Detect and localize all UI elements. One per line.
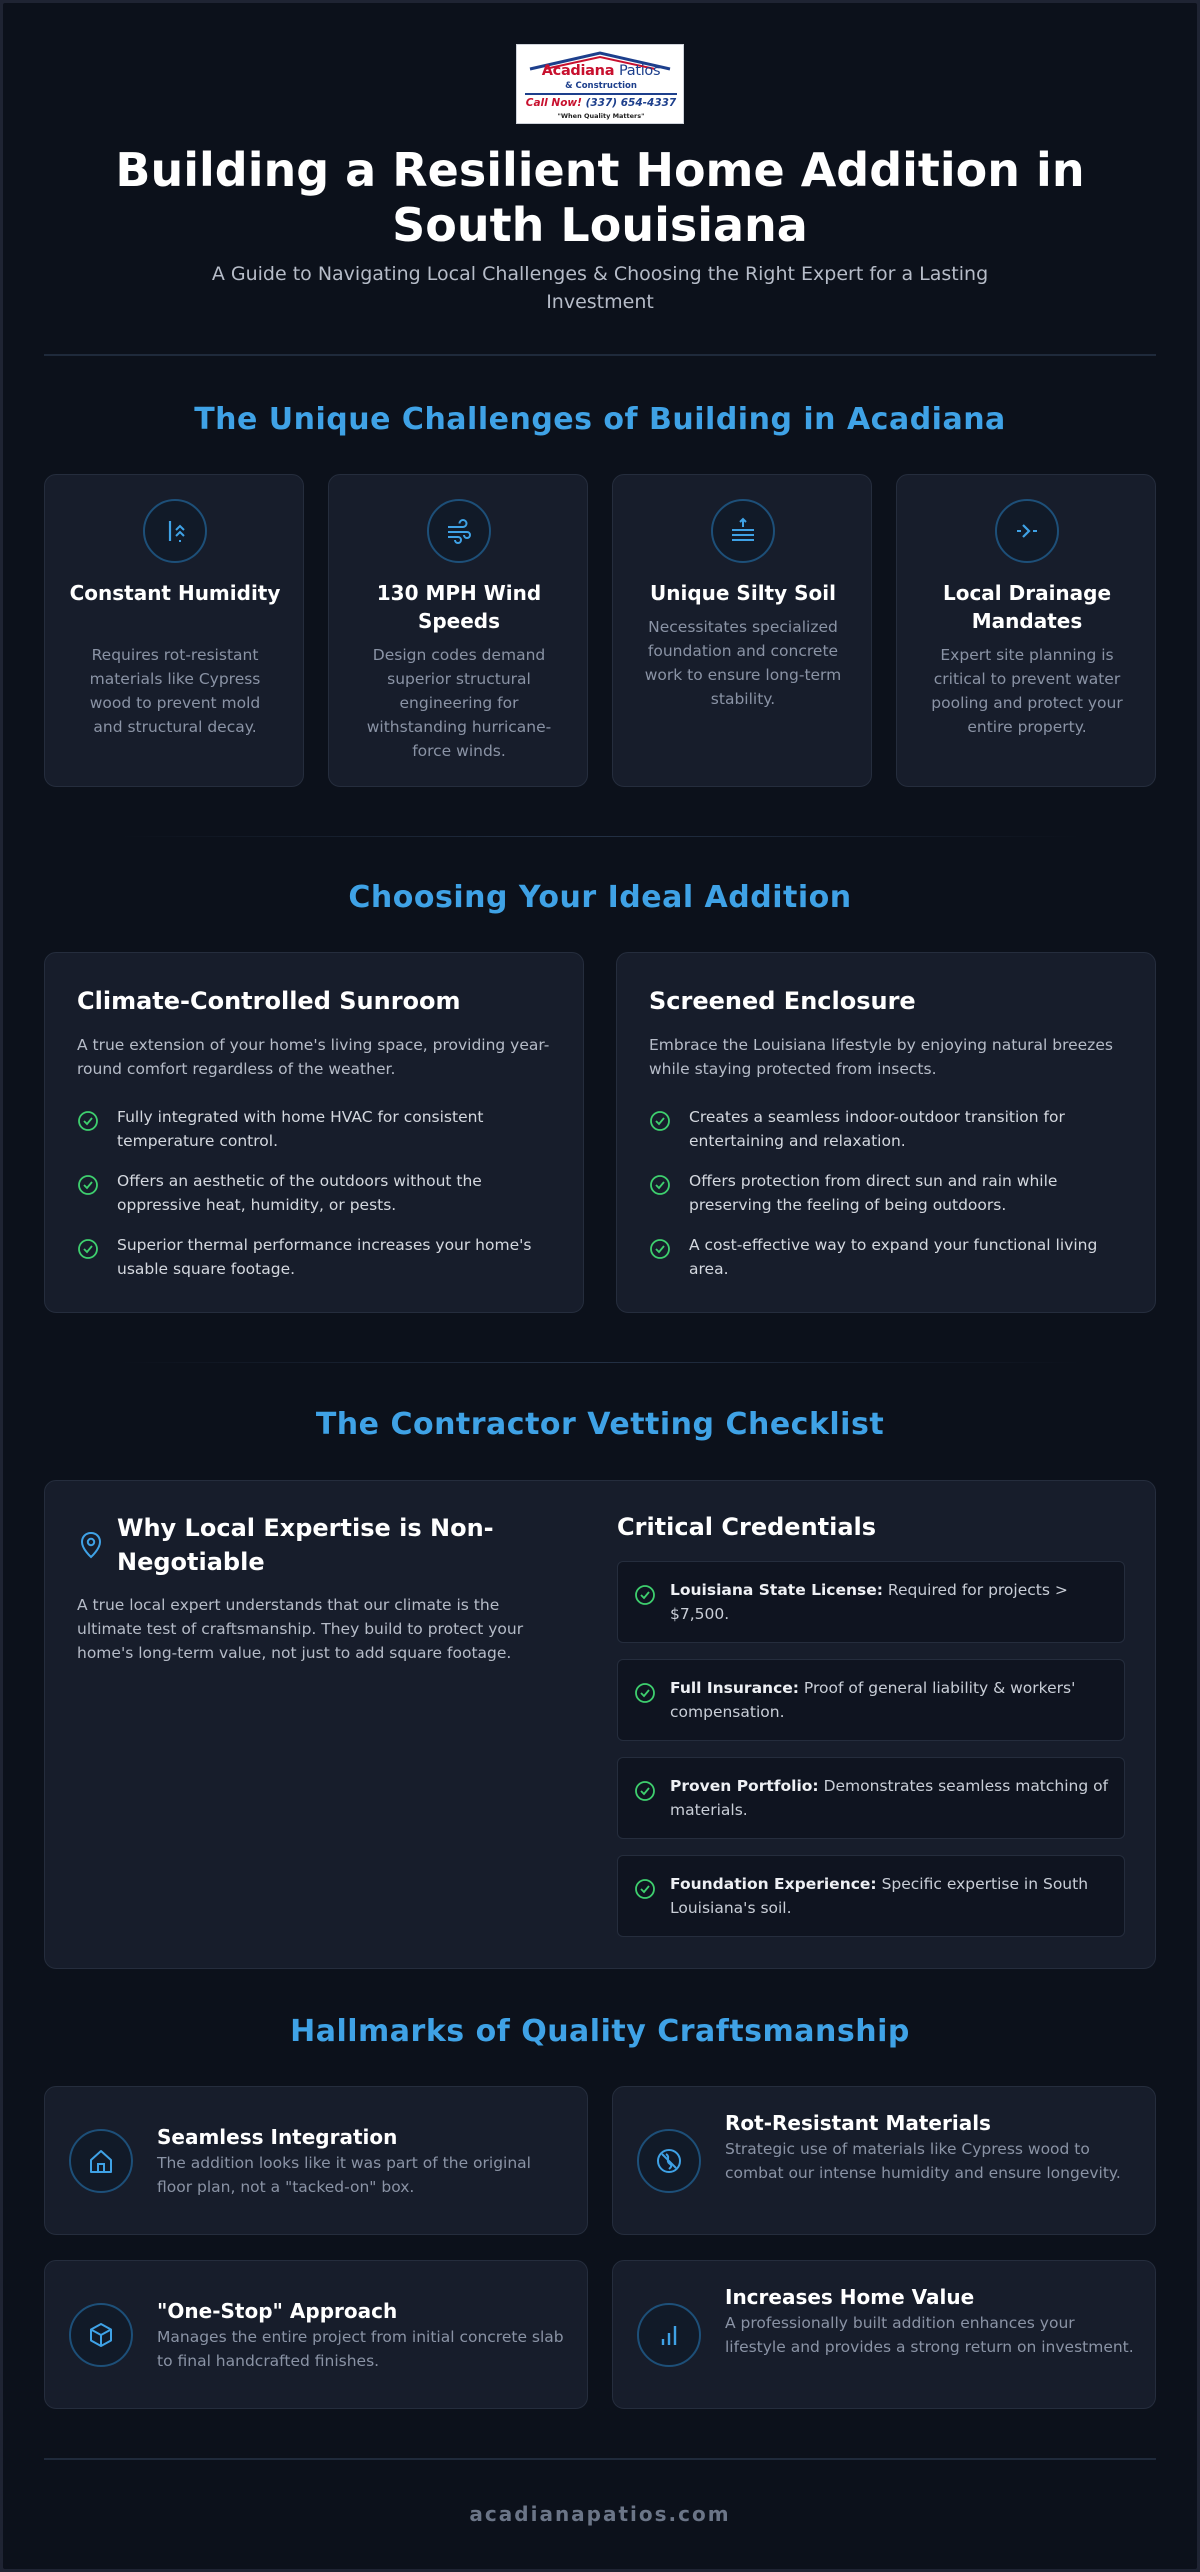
check-circle-icon xyxy=(77,1174,99,1196)
credentials-title: Critical Credentials xyxy=(617,1513,877,1541)
challenge-title: 130 MPH Wind Speeds xyxy=(376,581,542,633)
hallmark-desc: Strategic use of materials like Cypress wood to combat our intense humidity and ensure longevity. xyxy=(725,2140,1121,2182)
logo-call-label: Call Now! xyxy=(525,97,582,109)
addition-bullet: Fully integrated with home HVAC for consistent temperature control. xyxy=(117,1108,484,1150)
credential-item xyxy=(617,1561,1125,1643)
hallmark-title: Increases Home Value xyxy=(725,2285,975,2309)
check-circle-icon xyxy=(634,1780,656,1802)
credential-label: Full Insurance: xyxy=(670,1679,799,1697)
bar-chart-icon xyxy=(637,2303,701,2367)
logo-brand-line2: & Construction xyxy=(565,81,637,91)
hallmark-card-one-stop xyxy=(44,2260,588,2409)
check-circle-icon xyxy=(634,1878,656,1900)
map-pin-icon xyxy=(79,1531,103,1559)
logo-rule xyxy=(525,93,677,95)
why-local-desc: A true local expert understands that our climate is the ultimate test of craftsmanship. They build to protect your home's long-term value, not just to add square footage. xyxy=(77,1596,524,1662)
footer-site-link[interactable]: acadianapatios.com xyxy=(469,2502,731,2526)
addition-desc: A true extension of your home's living space, providing year-round comfort regardless of the weather. xyxy=(77,1036,550,1078)
addition-bullet: A cost-effective way to expand your functional living area. xyxy=(689,1236,1098,1278)
check-circle-icon xyxy=(77,1110,99,1132)
hallmark-title: Seamless Integration xyxy=(157,2125,398,2149)
check-circle-icon xyxy=(77,1238,99,1260)
logo-brand xyxy=(519,63,683,79)
hallmarks-heading: Hallmarks of Quality Craftsmanship xyxy=(290,2014,910,2049)
section-divider xyxy=(120,1362,1080,1363)
challenge-title: Local Drainage Mandates xyxy=(942,581,1112,633)
hallmark-card-value xyxy=(612,2260,1156,2409)
challenge-desc: Expert site planning is critical to prevent water pooling and protect your entire property. xyxy=(931,646,1123,736)
challenge-card-drainage xyxy=(896,474,1156,787)
check-circle-icon xyxy=(634,1682,656,1704)
addition-desc: Embrace the Louisiana lifestyle by enjoying natural breezes while staying protected from insects. xyxy=(649,1036,1113,1078)
addition-bullet: Offers an aesthetic of the outdoors without the oppressive heat, humidity, or pests. xyxy=(117,1172,482,1214)
hallmark-desc: Manages the entire project from initial concrete slab to final handcrafted finishes. xyxy=(157,2328,564,2370)
hallmark-desc: A professionally built addition enhances your lifestyle and provides a strong return on investment. xyxy=(725,2314,1134,2356)
challenge-desc: Requires rot-resistant materials like Cypress wood to prevent mold and structural decay. xyxy=(89,646,261,736)
additions-heading: Choosing Your Ideal Addition xyxy=(348,880,852,915)
humidity-icon xyxy=(143,499,207,563)
addition-bullet: Offers protection from direct sun and rain while preserving the feeling of being outdoors. xyxy=(689,1172,1058,1214)
logo-tagline: "When Quality Matters" xyxy=(557,112,645,120)
wind-icon xyxy=(427,499,491,563)
credential-detail: Demonstrates seamless matching of materials. xyxy=(670,1777,1109,1819)
footer-divider xyxy=(44,2458,1156,2460)
addition-title: Screened Enclosure xyxy=(649,987,916,1015)
addition-title: Climate-Controlled Sunroom xyxy=(77,987,461,1015)
credential-text xyxy=(670,1774,1110,1822)
challenges-heading: The Unique Challenges of Building in Acadiana xyxy=(194,402,1006,437)
section-divider xyxy=(120,836,1080,837)
credential-text xyxy=(670,1578,1110,1626)
company-logo[interactable] xyxy=(516,44,684,124)
logo-phone: (337) 654-4337 xyxy=(585,97,677,109)
shield-no-rot-icon xyxy=(637,2129,701,2193)
challenge-card-wind xyxy=(328,474,588,787)
box-icon xyxy=(69,2303,133,2367)
credential-detail: Proof of general liability & workers' compensation. xyxy=(670,1679,1076,1721)
hallmark-title: Rot-Resistant Materials xyxy=(725,2111,991,2135)
credential-label: Proven Portfolio: xyxy=(670,1777,819,1795)
challenge-title: Constant Humidity xyxy=(69,581,281,605)
credential-detail: Required for projects > $7,500. xyxy=(670,1581,1068,1623)
drainage-arrow-icon xyxy=(995,499,1059,563)
challenge-desc: Design codes demand superior structural engineering for withstanding hurricane-force winds. xyxy=(366,646,552,760)
challenge-card-soil xyxy=(612,474,872,787)
credential-label: Foundation Experience: xyxy=(670,1875,877,1893)
checklist-card xyxy=(44,1480,1156,1969)
hallmark-card-integration xyxy=(44,2086,588,2235)
credential-item xyxy=(617,1659,1125,1741)
credential-label: Louisiana State License: xyxy=(670,1581,883,1599)
soil-layers-icon xyxy=(711,499,775,563)
addition-card-screened xyxy=(616,952,1156,1313)
addition-bullet: Creates a seamless indoor-outdoor transition for entertaining and relaxation. xyxy=(689,1108,1065,1150)
challenge-desc: Necessitates specialized foundation and concrete work to ensure long-term stability. xyxy=(644,618,842,708)
credential-item xyxy=(617,1855,1125,1937)
hallmark-title: "One-Stop" Approach xyxy=(157,2299,398,2323)
credential-item xyxy=(617,1757,1125,1839)
why-local-title: Why Local Expertise is Non-Negotiable xyxy=(117,1514,494,1576)
hallmark-card-materials xyxy=(612,2086,1156,2235)
logo-brand-main: Acadiana xyxy=(541,63,615,79)
checklist-heading: The Contractor Vetting Checklist xyxy=(315,1407,885,1442)
header-divider xyxy=(44,354,1156,356)
credential-detail: Specific expertise in South Louisiana's soil. xyxy=(670,1875,1089,1917)
logo-brand-suffix: Patios xyxy=(618,63,661,79)
challenge-title: Unique Silty Soil xyxy=(650,581,836,605)
credential-text xyxy=(670,1676,1110,1724)
addition-card-sunroom xyxy=(44,952,584,1313)
page-title: Building a Resilient Home Addition in South Louisiana xyxy=(115,143,1085,252)
credential-text xyxy=(670,1872,1110,1920)
page-subtitle: A Guide to Navigating Local Challenges & Choosing the Right Expert for a Lasting Investment xyxy=(211,263,989,313)
check-circle-icon xyxy=(634,1584,656,1606)
house-icon xyxy=(69,2129,133,2193)
logo-phone-line xyxy=(517,97,685,109)
challenge-card-humidity xyxy=(44,474,304,787)
check-circle-icon xyxy=(649,1174,671,1196)
check-circle-icon xyxy=(649,1110,671,1132)
hallmark-desc: The addition looks like it was part of the original floor plan, not a "tacked-on" box. xyxy=(157,2154,531,2196)
check-circle-icon xyxy=(649,1238,671,1260)
addition-bullet: Superior thermal performance increases your home's usable square footage. xyxy=(117,1236,532,1278)
